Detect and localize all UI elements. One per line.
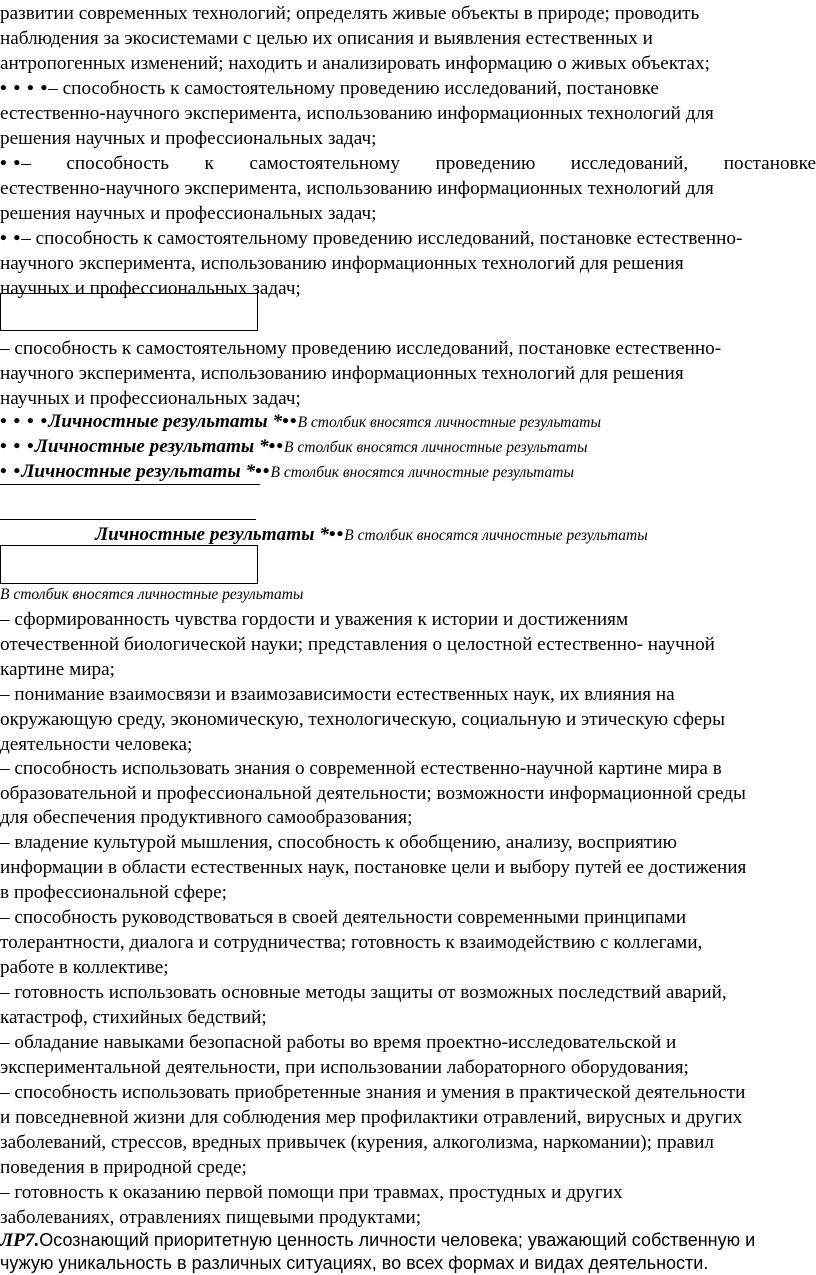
bullet-dots: • • • • — [0, 411, 49, 432]
text-line: информации в области естественных наук, постановке цели и выбору путей ее достижения — [0, 857, 747, 878]
bullet-dots: • • • — [0, 436, 35, 457]
text-line: наблюдения за экосистемами с целью их описания и выявления естественных и — [0, 28, 653, 49]
bullet-dots: • • — [0, 228, 22, 249]
heading-note: В столбик вносятся личностные результаты — [270, 464, 574, 481]
word: проведению — [435, 153, 536, 174]
heading-title: Личностные результаты * — [48, 411, 283, 432]
list-item: – готовность к оказанию первой помощи при травмах, простудных и других — [0, 1182, 623, 1203]
lr7-paragraph — [0, 1228, 755, 1253]
bullet-dots: • • • • — [0, 78, 49, 99]
empty-box — [0, 545, 258, 584]
list-item: – понимание взаимосвязи и взаимозависимости естественных наук, их влияния на — [0, 684, 675, 705]
word: постановке — [723, 153, 816, 174]
list-item: – готовность использовать основные методы защиты от возможных последствий аварий, — [0, 982, 727, 1003]
text-line: поведения в природной среде; — [0, 1157, 247, 1178]
text-line: научного эксперимента, использованию информационных технологий для решения — [0, 363, 684, 384]
text-line: решения научных и профессиональных задач; — [0, 203, 377, 224]
text-line: решения научных и профессиональных задач; — [0, 128, 377, 149]
text-line: антропогенных изменений; находить и анализировать информацию о живых объектах; — [0, 53, 710, 74]
underline-rule — [0, 484, 260, 485]
text-line: научных и профессиональных задач; — [0, 278, 301, 299]
text-line: научного эксперимента, использованию информационных технологий для решения — [0, 253, 684, 274]
text-line: в профессиональной сфере; — [0, 882, 227, 903]
list-item: – сформированность чувства гордости и уважения к истории и достижениям — [0, 609, 629, 630]
text-line: картине мира; — [0, 659, 115, 680]
list-item: – обладание навыками безопасной работы во время проектно-исследовательской и — [0, 1032, 677, 1053]
bullet-item — [0, 227, 742, 251]
item-text: – способность к самостоятельному проведению исследований, постановке — [48, 78, 659, 99]
text-line: естественно-научного эксперимента, использованию информационных технологий для — [0, 103, 714, 124]
text-line: развитии современных технологий; определять живые объекты в природе; проводить — [0, 3, 700, 24]
text-line: работе в коллективе; — [0, 957, 169, 978]
heading-title: Личностные результаты * — [95, 524, 329, 545]
lr7-text: Осознающий приоритетную ценность личности человека; уважающий собственную и — [39, 1230, 756, 1250]
heading-row — [0, 460, 574, 485]
bullet-item — [0, 77, 659, 101]
text-line: экспериментальной деятельности, при использовании лабораторного оборудования; — [0, 1057, 689, 1078]
heading-note: В столбик вносятся личностные результаты — [344, 527, 648, 544]
word: исследований, — [570, 153, 689, 174]
heading-note: В столбик вносятся личностные результаты — [284, 439, 588, 456]
text-line: и повседневной жизни для соблюдения мер профилактики отравлений, вирусных и других — [0, 1107, 743, 1128]
text-line: – способность к самостоятельному проведению исследований, постановке естественно- — [0, 338, 722, 359]
bullet-dots: •• — [268, 436, 285, 457]
text-line: заболеваниях, отравлениях пищевыми продуктами; — [0, 1207, 422, 1228]
word: к — [204, 153, 214, 174]
text-line: отечественной биологической науки; представления о целостной естественно- научной — [0, 634, 715, 655]
word: способность — [66, 153, 170, 174]
divider-rule — [0, 519, 256, 520]
text-line: для обеспечения продуктивного самообразования; — [0, 807, 413, 828]
text-line: окружающую среду, экономическую, технологическую, социальную и этическую сферы — [0, 709, 726, 730]
heading-title: Личностные результаты * — [34, 436, 269, 457]
text-line: образовательной и профессиональной деятельности; возможности информационной среды — [0, 783, 746, 804]
item-text: – способность к самостоятельному проведению исследований, постановке естественно- — [21, 228, 743, 249]
list-item: – способность использовать приобретенные знания и умения в практической деятельности — [0, 1082, 746, 1103]
text-line: чужую уникальность в различных ситуациях, во всех формах и видах деятельности. — [0, 1253, 709, 1273]
heading-row — [0, 435, 587, 460]
list-item: – владение культурой мышления, способность к обобщению, анализу, восприятию — [0, 832, 677, 853]
list-item: – способность руководствоваться в своей деятельности современными принципами — [0, 907, 687, 928]
word: – — [21, 153, 31, 174]
bullet-dots: •• — [328, 524, 345, 545]
text-line: деятельности человека; — [0, 734, 193, 755]
bullet-item-justified — [0, 152, 816, 176]
list-item: – способность использовать знания о современной естественно-научной картине мира в — [0, 758, 722, 779]
bullet-dots: •• — [255, 461, 271, 482]
bullet-dots: • • — [0, 153, 22, 174]
word: самостоятельному — [249, 153, 400, 174]
text-line: катастроф, стихийных бедствий; — [0, 1007, 267, 1028]
heading-row — [0, 410, 601, 435]
text-line: толерантности, диалога и сотрудничества; готовность к взаимодействию с коллегами, — [0, 932, 703, 953]
column-note: В столбик вносятся личностные результаты — [0, 586, 304, 603]
lr7-label: ЛР7. — [0, 1230, 40, 1251]
empty-box — [0, 293, 258, 331]
heading-title: Личностные результаты * — [21, 461, 256, 482]
text-line: заболеваний, стрессов, вредных привычек (курения, алкоголизма, наркомании); правил — [0, 1132, 715, 1153]
bullet-dots: • • — [0, 461, 22, 482]
heading-note: В столбик вносятся личностные результаты — [297, 414, 601, 431]
text-line: научных и профессиональных задач; — [0, 388, 301, 409]
bullet-dots: •• — [282, 411, 298, 432]
text-line: естественно-научного эксперимента, использованию информационных технологий для — [0, 178, 714, 199]
